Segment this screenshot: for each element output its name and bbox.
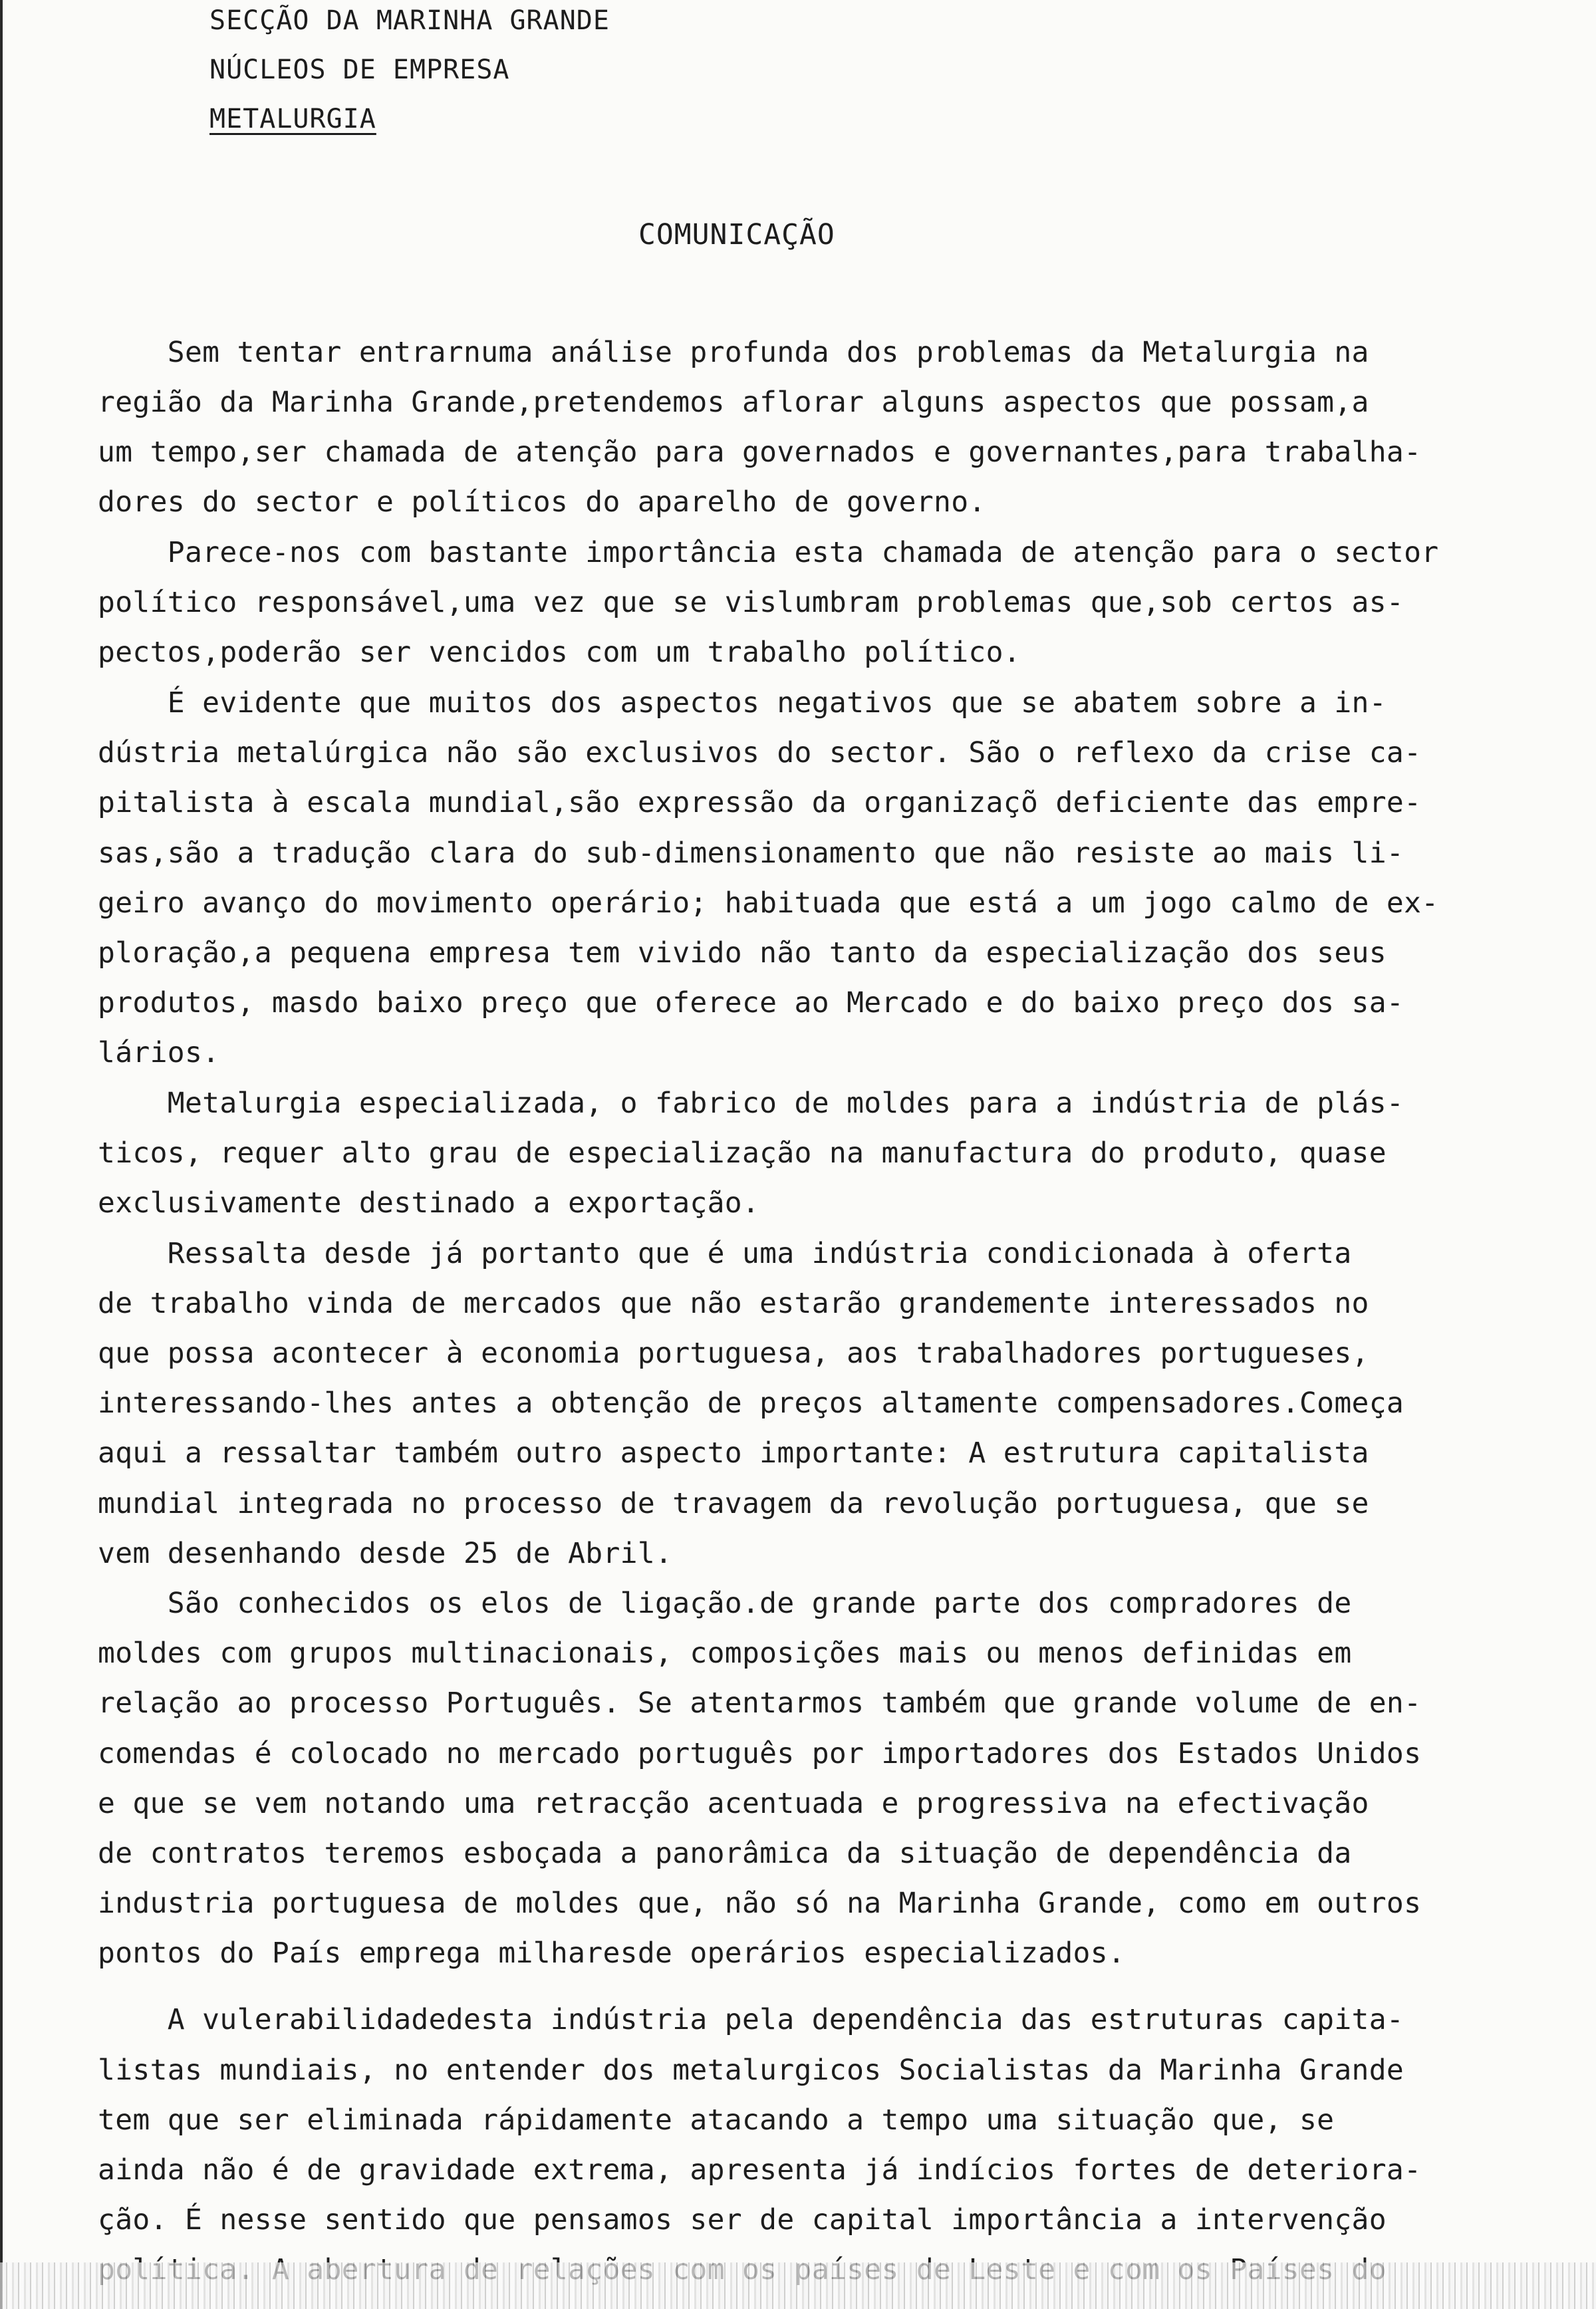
body-line: ticos, requer alto grau de especialização na manufactura do produto, quase bbox=[98, 1137, 1387, 1170]
body-line: de contratos teremos esboçada a panorâmica da situação de dependência da bbox=[98, 1837, 1352, 1870]
body-line: lários. bbox=[98, 1036, 220, 1069]
body-line: Parece-nos com bastante importância esta chamada de atenção para o sector bbox=[98, 536, 1439, 569]
body-line: É evidente que muitos dos aspectos negativos que se abatem sobre a in- bbox=[98, 686, 1387, 720]
body-line: listas mundiais, no entender dos metalurgicos Socialistas da Marinha Grande bbox=[98, 2054, 1404, 2087]
body-line: relação ao processo Português. Se atentarmos também que grande volume de en- bbox=[98, 1687, 1422, 1720]
body-line: Metalurgia especializada, o fabrico de moldes para a indústria de plás- bbox=[98, 1087, 1404, 1120]
body-line: e que se vem notando uma retracção acentuada e progressiva na efectivação bbox=[98, 1787, 1369, 1820]
header-sector: METALURGIA bbox=[209, 104, 376, 134]
body-line: geiro avanço do movimento operário; habituada que está a um jogo calmo de ex- bbox=[98, 886, 1439, 920]
body-line: São conhecidos os elos de ligação.de grande parte dos compradores de bbox=[98, 1587, 1352, 1620]
body-line: pontos do País emprega milharesde operários especializados. bbox=[98, 1937, 1126, 1970]
body-line: dores do sector e políticos do aparelho de governo. bbox=[98, 485, 986, 519]
body-line: comendas é colocado no mercado português por importadores dos Estados Unidos bbox=[98, 1737, 1422, 1770]
body-line: A vulerabilidadedesta indústria pela dependência das estruturas capita- bbox=[98, 2003, 1404, 2036]
body-line: vem desenhando desde 25 de Abril. bbox=[98, 1537, 673, 1570]
header-nucleus: NÚCLEOS DE EMPRESA bbox=[209, 55, 510, 85]
body-line: tem que ser eliminada rápidamente atacando a tempo uma situação que, se bbox=[98, 2104, 1335, 2137]
body-line: moldes com grupos multinacionais, composições mais ou menos definidas em bbox=[98, 1637, 1352, 1670]
body-line: político responsável,uma vez que se vislumbram problemas que,sob certos as- bbox=[98, 586, 1404, 619]
body-line: aqui a ressaltar também outro aspecto importante: A estrutura capitalista bbox=[98, 1436, 1369, 1470]
body-line: pectos,poderão ser vencidos com um trabalho político. bbox=[98, 636, 1021, 669]
body-line: região da Marinha Grande,pretendemos aflorar alguns aspectos que possam,a bbox=[98, 386, 1369, 419]
body-line: que possa acontecer à economia portuguesa, aos trabalhadores portugueses, bbox=[98, 1337, 1369, 1370]
body-line: sas,são a tradução clara do sub-dimensionamento que não resiste ao mais li- bbox=[98, 837, 1404, 870]
body-line: ploração,a pequena empresa tem vivido não tanto da especialização dos seus bbox=[98, 936, 1387, 970]
body-line: industria portuguesa de moldes que, não só na Marinha Grande, como em outros bbox=[98, 1887, 1422, 1920]
body-line: de trabalho vinda de mercados que não estarão grandemente interessados no bbox=[98, 1287, 1369, 1320]
body-line: pitalista à escala mundial,são expressão da organizaçõ deficiente das empre- bbox=[98, 786, 1422, 819]
body-line: produtos, masdo baixo preço que oferece ao Mercado e do baixo preço dos sa- bbox=[98, 986, 1404, 1019]
body-line: Sem tentar entrarnuma análise profunda dos problemas da Metalurgia na bbox=[98, 336, 1369, 369]
document-title: COMUNICAÇÃO bbox=[638, 218, 835, 251]
body-line: ção. É nesse sentido que pensamos ser de capital importância a intervenção bbox=[98, 2203, 1387, 2237]
body-line: interessando-lhes antes a obtenção de preços altamente compensadores.Começa bbox=[98, 1387, 1404, 1420]
page-left-edge bbox=[0, 0, 3, 2309]
body-line: mundial integrada no processo de travagem da revolução portuguesa, que se bbox=[98, 1487, 1369, 1520]
body-line: dústria metalúrgica não são exclusivos do sector. São o reflexo da crise ca- bbox=[98, 736, 1422, 769]
scan-noise bbox=[0, 2262, 1596, 2309]
body-line: exclusivamente destinado a exportação. bbox=[98, 1186, 760, 1220]
body-line: Ressalta desde já portanto que é uma indústria condicionada à oferta bbox=[98, 1237, 1352, 1270]
header-section: SECÇÃO DA MARINHA GRANDE bbox=[209, 5, 610, 36]
body-line: ainda não é de gravidade extrema, apresenta já indícios fortes de deteriora- bbox=[98, 2153, 1422, 2187]
body-line: um tempo,ser chamada de atenção para governados e governantes,para trabalha- bbox=[98, 436, 1422, 469]
